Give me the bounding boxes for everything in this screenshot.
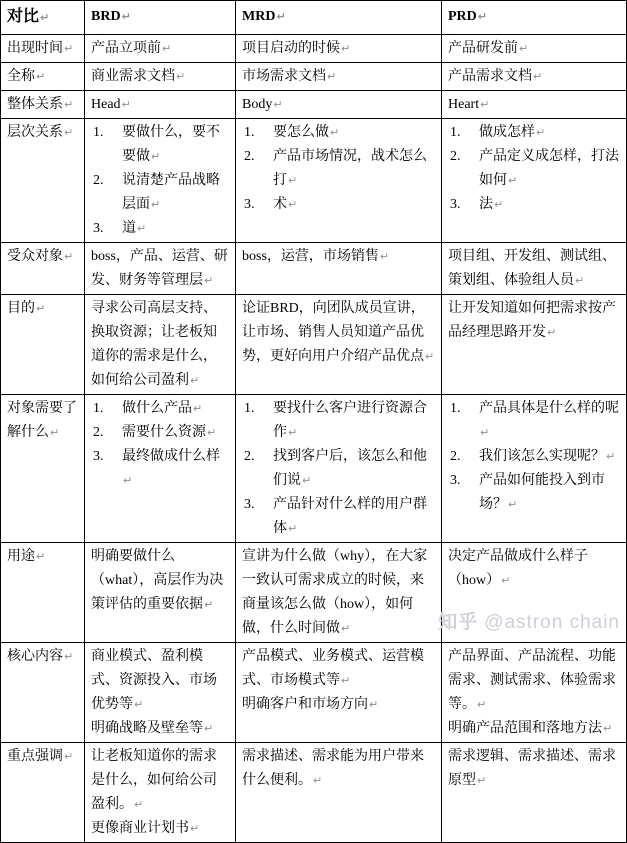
cell-paragraph bbox=[448, 245, 621, 293]
table-row bbox=[1, 295, 627, 395]
list-item bbox=[448, 397, 621, 445]
table-cell bbox=[85, 543, 236, 643]
paragraph-mark-icon: ↵ bbox=[273, 98, 283, 111]
list-item bbox=[448, 469, 621, 517]
paragraph-mark-icon: ↵ bbox=[606, 450, 616, 463]
cell-paragraph bbox=[448, 745, 621, 793]
paragraph-mark-icon: ↵ bbox=[123, 474, 133, 487]
list-item-text: 术 bbox=[273, 197, 287, 212]
list-item bbox=[91, 397, 230, 421]
paragraph-mark-icon: ↵ bbox=[533, 70, 543, 83]
row-label-text: 整体关系 bbox=[7, 97, 63, 112]
list-item-body bbox=[273, 193, 297, 217]
list-item-text: 说清楚产品战略层面 bbox=[122, 173, 220, 212]
list-number: 2. bbox=[93, 173, 104, 188]
list-number: 3. bbox=[93, 449, 104, 464]
list-item-body bbox=[273, 121, 339, 145]
list-number: 3. bbox=[93, 221, 104, 236]
list-number: 2. bbox=[244, 449, 255, 464]
cell-paragraph bbox=[448, 65, 621, 89]
paragraph-mark-icon: ↵ bbox=[36, 550, 46, 563]
list-item-text: 法 bbox=[479, 197, 493, 212]
cell-paragraph bbox=[91, 817, 230, 841]
paragraph-mark-icon: ↵ bbox=[536, 126, 546, 139]
cell-text: 明确客户和市场方向 bbox=[242, 697, 368, 712]
list-number: 1. bbox=[450, 125, 461, 140]
cell-paragraph bbox=[91, 745, 230, 817]
list-item-body bbox=[479, 469, 621, 517]
list-item-text: 最终做成什么样 bbox=[122, 449, 220, 464]
list-number: 1. bbox=[244, 125, 255, 140]
paragraph-mark-icon: ↵ bbox=[575, 274, 585, 287]
list-item-text: 产品针对什么样的用户群体 bbox=[273, 497, 427, 536]
paragraph-mark-icon: ↵ bbox=[276, 10, 286, 23]
cell-text: 明确产品范围和落地方法 bbox=[448, 721, 602, 736]
paragraph-mark-icon: ↵ bbox=[176, 70, 186, 83]
cell-text: 产品界面、产品流程、功能需求、测试需求、体验需求等。 bbox=[448, 649, 616, 712]
cell-paragraph bbox=[448, 717, 621, 741]
row-label bbox=[1, 119, 85, 243]
list-item bbox=[242, 493, 436, 541]
table-cell bbox=[442, 63, 627, 91]
paragraph-mark-icon: ↵ bbox=[313, 774, 323, 787]
table-cell bbox=[85, 643, 236, 743]
table-cell bbox=[236, 35, 442, 63]
table-cell bbox=[236, 63, 442, 91]
row-label bbox=[1, 91, 85, 119]
list-item bbox=[242, 397, 436, 445]
paragraph-mark-icon: ↵ bbox=[64, 750, 74, 763]
table-row bbox=[1, 743, 627, 843]
row-label bbox=[1, 643, 85, 743]
table-cell bbox=[236, 395, 442, 543]
table-row bbox=[1, 63, 627, 91]
list-item bbox=[91, 169, 230, 217]
cell-text: 项目启动的时候 bbox=[242, 41, 340, 56]
list-number: 3. bbox=[244, 197, 255, 212]
table-cell bbox=[236, 643, 442, 743]
list-item-text: 产品如何能投入到市场？ bbox=[479, 473, 605, 512]
table-cell bbox=[236, 119, 442, 243]
cell-paragraph bbox=[448, 37, 621, 61]
list-item-body bbox=[122, 217, 146, 241]
table-cell bbox=[85, 295, 236, 395]
list-item-text: 道 bbox=[122, 221, 136, 236]
header-cell-mrd bbox=[236, 1, 442, 35]
paragraph-mark-icon: ↵ bbox=[190, 822, 200, 835]
table-cell bbox=[85, 63, 236, 91]
header-text: PRD bbox=[448, 9, 477, 24]
table-cell bbox=[442, 35, 627, 63]
list-item-body bbox=[479, 193, 503, 217]
paragraph-mark-icon: ↵ bbox=[508, 174, 518, 187]
list-item-text: 要做什么，要不要做 bbox=[122, 125, 220, 164]
table-cell bbox=[236, 743, 442, 843]
table-cell bbox=[85, 35, 236, 63]
cell-paragraph bbox=[242, 65, 436, 89]
paragraph-mark-icon: ↵ bbox=[134, 698, 144, 711]
cell-paragraph bbox=[91, 93, 230, 117]
list-item-body bbox=[273, 397, 436, 445]
cell-paragraph bbox=[242, 545, 436, 641]
row-label bbox=[1, 543, 85, 643]
table-cell bbox=[236, 91, 442, 119]
paragraph-mark-icon: ↵ bbox=[519, 42, 529, 55]
paragraph-mark-icon: ↵ bbox=[64, 126, 74, 139]
header-row bbox=[1, 1, 627, 35]
header-text: BRD bbox=[91, 9, 121, 24]
paragraph-mark-icon: ↵ bbox=[288, 198, 298, 211]
table-cell bbox=[442, 395, 627, 543]
cell-paragraph bbox=[91, 717, 230, 741]
list-item-body bbox=[273, 145, 436, 193]
cell-text: Head bbox=[91, 97, 121, 112]
table-cell bbox=[85, 119, 236, 243]
list-number: 1. bbox=[450, 401, 461, 416]
row-label bbox=[1, 243, 85, 295]
cell-text: Body bbox=[242, 97, 273, 112]
cell-paragraph bbox=[242, 37, 436, 61]
table-cell bbox=[236, 295, 442, 395]
list-item bbox=[448, 121, 621, 145]
table-cell bbox=[442, 119, 627, 243]
paragraph-mark-icon: ↵ bbox=[121, 10, 131, 23]
paragraph-mark-icon: ↵ bbox=[40, 11, 50, 24]
paragraph-mark-icon: ↵ bbox=[480, 426, 490, 439]
paragraph-mark-icon: ↵ bbox=[330, 126, 340, 139]
paragraph-mark-icon: ↵ bbox=[151, 150, 161, 163]
cell-text: 商业需求文档 bbox=[91, 69, 175, 84]
paragraph-mark-icon: ↵ bbox=[36, 302, 46, 315]
list-number: 3. bbox=[450, 197, 461, 212]
row-label-text: 目的 bbox=[7, 301, 35, 316]
cell-text: 产品立项前 bbox=[91, 41, 161, 56]
cell-text: 更像商业计划书 bbox=[91, 821, 189, 836]
cell-text: 让老板知道你的需求是什么，如何给公司盈利。 bbox=[91, 749, 217, 812]
watermark-site-logo: 知乎 bbox=[438, 612, 479, 633]
row-label-text: 核心内容 bbox=[7, 649, 63, 664]
list-item-text: 我们该怎么实现呢？ bbox=[479, 449, 605, 464]
cell-paragraph bbox=[242, 693, 436, 717]
list-item bbox=[242, 121, 436, 145]
table-row bbox=[1, 243, 627, 295]
list-item bbox=[242, 145, 436, 193]
cell-paragraph bbox=[242, 745, 436, 793]
list-item-body bbox=[122, 169, 230, 217]
table-cell bbox=[85, 243, 236, 295]
list-item-text: 做什么产品 bbox=[122, 401, 192, 416]
cell-paragraph bbox=[242, 645, 436, 693]
cell-paragraph bbox=[91, 545, 230, 617]
table-cell bbox=[442, 643, 627, 743]
cell-text: 需求描述、需求能为用户带来什么便利。 bbox=[242, 749, 424, 788]
paragraph-mark-icon: ↵ bbox=[501, 574, 511, 587]
list-item bbox=[242, 445, 436, 493]
row-label bbox=[1, 743, 85, 843]
table-cell bbox=[236, 543, 442, 643]
row-label bbox=[1, 295, 85, 395]
list-item-body bbox=[479, 397, 621, 445]
list-number: 1. bbox=[244, 401, 255, 416]
list-number: 3. bbox=[244, 497, 255, 512]
table-cell bbox=[442, 91, 627, 119]
row-label-text: 受众对象 bbox=[7, 249, 63, 264]
list-item bbox=[91, 421, 230, 445]
cell-text: 明确战略及壁垒等 bbox=[91, 721, 203, 736]
list-number: 2. bbox=[93, 425, 104, 440]
list-number: 3. bbox=[450, 473, 461, 488]
paragraph-mark-icon: ↵ bbox=[190, 374, 200, 387]
list-item-text: 产品具体是什么样的呢 bbox=[479, 401, 619, 416]
list-item-text: 需要什么资源 bbox=[122, 425, 206, 440]
row-label-text: 重点强调 bbox=[7, 749, 63, 764]
list-item bbox=[448, 445, 621, 469]
table-cell bbox=[85, 395, 236, 543]
list-item bbox=[91, 445, 230, 493]
table-body bbox=[1, 35, 627, 843]
cell-text: 产品研发前 bbox=[448, 41, 518, 56]
paragraph-mark-icon: ↵ bbox=[327, 70, 337, 83]
list-item-body bbox=[122, 397, 202, 421]
paragraph-mark-icon: ↵ bbox=[64, 250, 74, 263]
cell-paragraph bbox=[242, 245, 436, 269]
cell-text: 论证BRD，向团队成员宣讲，让市场、销售人员知道产品优势，更好向用户介绍产品优点 bbox=[242, 301, 425, 364]
cell-text: boss，产品、运营、研发、财务等管理层 bbox=[91, 249, 228, 288]
row-label-text: 层次关系 bbox=[7, 125, 63, 140]
list-item-text: 要怎么做 bbox=[273, 125, 329, 140]
cell-paragraph bbox=[448, 645, 621, 717]
header-cell-prd bbox=[442, 1, 627, 35]
paragraph-mark-icon: ↵ bbox=[341, 622, 351, 635]
cell-text: 让开发知道如何把需求按产品经理思路开发 bbox=[448, 301, 616, 340]
paragraph-mark-icon: ↵ bbox=[477, 774, 487, 787]
cell-paragraph bbox=[448, 545, 621, 593]
list-item-text: 要找什么客户进行资源合作 bbox=[273, 401, 427, 440]
paragraph-mark-icon: ↵ bbox=[137, 222, 147, 235]
paragraph-mark-icon: ↵ bbox=[204, 274, 214, 287]
paragraph-mark-icon: ↵ bbox=[151, 198, 161, 211]
row-label-text: 对象需要了解什么 bbox=[7, 401, 77, 440]
paragraph-mark-icon: ↵ bbox=[379, 250, 390, 263]
paragraph-mark-icon: ↵ bbox=[494, 198, 504, 211]
list-number: 1. bbox=[93, 401, 104, 416]
header-cell-brd bbox=[85, 1, 236, 35]
paragraph-mark-icon: ↵ bbox=[207, 426, 217, 439]
cell-text: 项目组、开发组、测试组、策划组、体验组人员 bbox=[448, 249, 616, 288]
paragraph-mark-icon: ↵ bbox=[36, 70, 46, 83]
row-label bbox=[1, 63, 85, 91]
list-number: 1. bbox=[93, 125, 104, 140]
cell-paragraph bbox=[242, 297, 436, 369]
cell-paragraph bbox=[91, 65, 230, 89]
list-item bbox=[91, 121, 230, 169]
cell-paragraph bbox=[448, 93, 621, 117]
paragraph-mark-icon: ↵ bbox=[193, 402, 203, 415]
paragraph-mark-icon: ↵ bbox=[341, 674, 351, 687]
list-item-text: 做成怎样 bbox=[479, 125, 535, 140]
cell-text: 商业模式、盈利模式、资源投入、市场优势等 bbox=[91, 649, 217, 712]
list-item bbox=[448, 193, 621, 217]
list-item-text: 产品市场情况，战术怎么打 bbox=[273, 149, 427, 188]
paragraph-mark-icon: ↵ bbox=[64, 98, 74, 111]
list-item-body bbox=[122, 421, 216, 445]
paragraph-mark-icon: ↵ bbox=[425, 350, 435, 363]
table-cell bbox=[442, 243, 627, 295]
paragraph-mark-icon: ↵ bbox=[508, 498, 518, 511]
cell-paragraph bbox=[91, 37, 230, 61]
header-text: MRD bbox=[242, 9, 276, 24]
cell-paragraph bbox=[448, 297, 621, 345]
cell-text: 明确要做什么（what），高层作为决策评估的重要依据 bbox=[91, 549, 224, 612]
cell-text: 决定产品做成什么样子（how） bbox=[448, 549, 588, 588]
watermark bbox=[438, 607, 620, 634]
table-cell bbox=[442, 743, 627, 843]
row-label bbox=[1, 35, 85, 63]
header-cell-compare bbox=[1, 1, 85, 35]
paragraph-mark-icon: ↵ bbox=[134, 798, 144, 811]
table-row bbox=[1, 35, 627, 63]
paragraph-mark-icon: ↵ bbox=[204, 722, 214, 735]
table-row bbox=[1, 119, 627, 243]
list-number: 2. bbox=[244, 149, 255, 164]
cell-paragraph bbox=[91, 245, 230, 293]
paragraph-mark-icon: ↵ bbox=[288, 522, 298, 535]
list-item-body bbox=[479, 145, 621, 193]
row-label-text: 用途 bbox=[7, 549, 35, 564]
list-item bbox=[242, 193, 436, 217]
paragraph-mark-icon: ↵ bbox=[50, 426, 60, 439]
paragraph-mark-icon: ↵ bbox=[162, 42, 172, 55]
paragraph-mark-icon: ↵ bbox=[477, 698, 487, 711]
list-item-body bbox=[479, 121, 545, 145]
row-label bbox=[1, 395, 85, 543]
cell-text: 寻求公司高层支持、换取资源；让老板知道你的需求是什么，如何给公司盈利 bbox=[91, 301, 217, 388]
list-item bbox=[448, 145, 621, 193]
cell-text: 产品模式、业务模式、运营模式、市场模式等 bbox=[242, 649, 424, 688]
cell-paragraph bbox=[91, 645, 230, 717]
list-item-body bbox=[479, 445, 615, 469]
list-item-body bbox=[273, 493, 436, 541]
cell-paragraph bbox=[91, 297, 230, 393]
paragraph-mark-icon: ↵ bbox=[121, 98, 131, 111]
paragraph-mark-icon: ↵ bbox=[547, 326, 557, 339]
cell-text: boss，运营，市场销售 bbox=[242, 249, 379, 264]
list-item-text: 找到客户后，该怎么和他们说 bbox=[273, 449, 427, 488]
paragraph-mark-icon: ↵ bbox=[369, 698, 379, 711]
table-cell bbox=[236, 243, 442, 295]
cell-text: 市场需求文档 bbox=[242, 69, 326, 84]
paragraph-mark-icon: ↵ bbox=[64, 650, 74, 663]
list-item-body bbox=[122, 121, 230, 169]
cell-text: 产品需求文档 bbox=[448, 69, 532, 84]
table-cell bbox=[85, 743, 236, 843]
paragraph-mark-icon: ↵ bbox=[64, 42, 74, 55]
paragraph-mark-icon: ↵ bbox=[603, 722, 613, 735]
paragraph-mark-icon: ↵ bbox=[288, 426, 298, 439]
list-number: 2. bbox=[450, 149, 461, 164]
table-cell bbox=[85, 91, 236, 119]
table-cell bbox=[442, 295, 627, 395]
cell-text: 宣讲为什么做（why），在大家一致认可需求成立的时候，来商量该怎么做（how），如何做，什么时间做 bbox=[242, 549, 428, 636]
paragraph-mark-icon: ↵ bbox=[288, 174, 298, 187]
table-row bbox=[1, 91, 627, 119]
list-item-body bbox=[122, 445, 230, 493]
row-label-text: 出现时间 bbox=[7, 41, 63, 56]
watermark-handle: @astron chain bbox=[484, 612, 620, 633]
cell-text: 需求逻辑、需求描述、需求原型 bbox=[448, 749, 616, 788]
paragraph-mark-icon: ↵ bbox=[302, 474, 312, 487]
row-label-text: 全称 bbox=[7, 69, 35, 84]
list-item bbox=[91, 217, 230, 241]
list-number: 2. bbox=[450, 449, 461, 464]
list-item-body bbox=[273, 445, 436, 493]
list-item-text: 产品定义成怎样，打法如何 bbox=[479, 149, 619, 188]
paragraph-mark-icon: ↵ bbox=[477, 10, 487, 23]
paragraph-mark-icon: ↵ bbox=[341, 42, 351, 55]
paragraph-mark-icon: ↵ bbox=[204, 598, 214, 611]
table-row bbox=[1, 643, 627, 743]
cell-paragraph bbox=[242, 93, 436, 117]
paragraph-mark-icon: ↵ bbox=[480, 98, 490, 111]
cell-text: Heart bbox=[448, 97, 480, 112]
table-row bbox=[1, 395, 627, 543]
header-text: 对比 bbox=[7, 8, 40, 25]
